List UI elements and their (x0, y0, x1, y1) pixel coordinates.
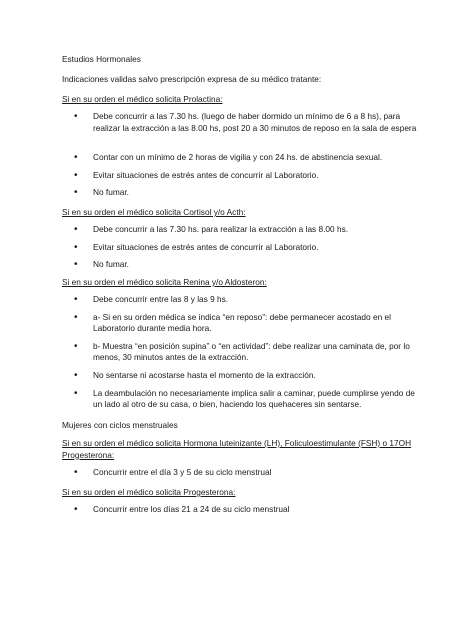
section-heading-cortisol: Si en su orden el médico solicita Cortisol y/o Acth: (62, 207, 246, 217)
list-renina (62, 294, 422, 411)
section-heading-mujeres: Mujeres con ciclos menstruales (62, 420, 178, 430)
list-item: • Concurrir entre los días 21 a 24 de su ciclo menstrual (62, 504, 422, 516)
section-heading-renina: Si en su orden el médico solicita Renina y/o Aldosteron: (62, 277, 267, 287)
list-prolactina-cont (62, 152, 422, 199)
list-item: • a- Si en su orden médica se indica “en reposo”: debe permanecer acostado en el Laboratorio durante media hora. (62, 312, 422, 335)
section-heading-lh-fsh: Si en su orden el médico solicita Hormona luteinizante (LH), Foliculoestimulante (FSH) o 17OH Progesterona: (62, 438, 412, 460)
document-intro: Indicaciones validas salvo prescripción expresa de su médico tratante: (62, 74, 322, 84)
list-item: • Debe concurrir a las 7.30 hs. para realizar la extracción a las 8.00 hs. (62, 224, 422, 236)
list-cortisol (62, 224, 422, 271)
list-item: • Concurrir entre el día 3 y 5 de su ciclo menstrual (62, 467, 422, 479)
list-item: • b- Muestra “en posición supina” o “en actividad”: debe realizar una caminata de, por lo menos, 30 minutos antes de la extracción. (62, 341, 422, 364)
list-item: • Evitar situaciones de estrés antes de concurrir al Laboratorio. (62, 170, 422, 182)
list-prolactina (62, 111, 422, 134)
list-item: • Evitar situaciones de estrés antes de concurrir al Laboratorio. (62, 242, 422, 254)
section-heading-prolactina: Si en su orden el médico solicita Prolactina: (62, 94, 223, 104)
list-progesterona (62, 504, 422, 516)
list-item: • Debe concurrir entre las 8 y las 9 hs. (62, 294, 422, 306)
list-item: • Contar con un mínimo de 2 horas de vigilia y con 24 hs. de abstinencia sexual. (62, 152, 422, 164)
document-title: Estudios Hormonales (62, 54, 141, 64)
list-item: • Debe concurrir a las 7.30 hs. (luego de haber dormido un mínimo de 6 a 8 hs), para realizar la extracción a las 8.00 hs, post 20 a 30 minutos de reposo en la sala de espera (62, 111, 422, 134)
list-item: • No fumar. (62, 187, 422, 199)
section-heading-progesterona: Si en su orden el médico solicita Progesterona: (62, 487, 236, 497)
list-lh-fsh (62, 467, 422, 479)
list-item: • La deambulación no necesariamente implica salir a caminar, puede cumplirse yendo de un lado al otro de su casa, o bien, haciendo los quehaceres sin sentarse. (62, 388, 422, 411)
list-item: • No sentarse ni acostarse hasta el momento de la extracción. (62, 370, 422, 382)
list-item: • No fumar. (62, 259, 422, 271)
